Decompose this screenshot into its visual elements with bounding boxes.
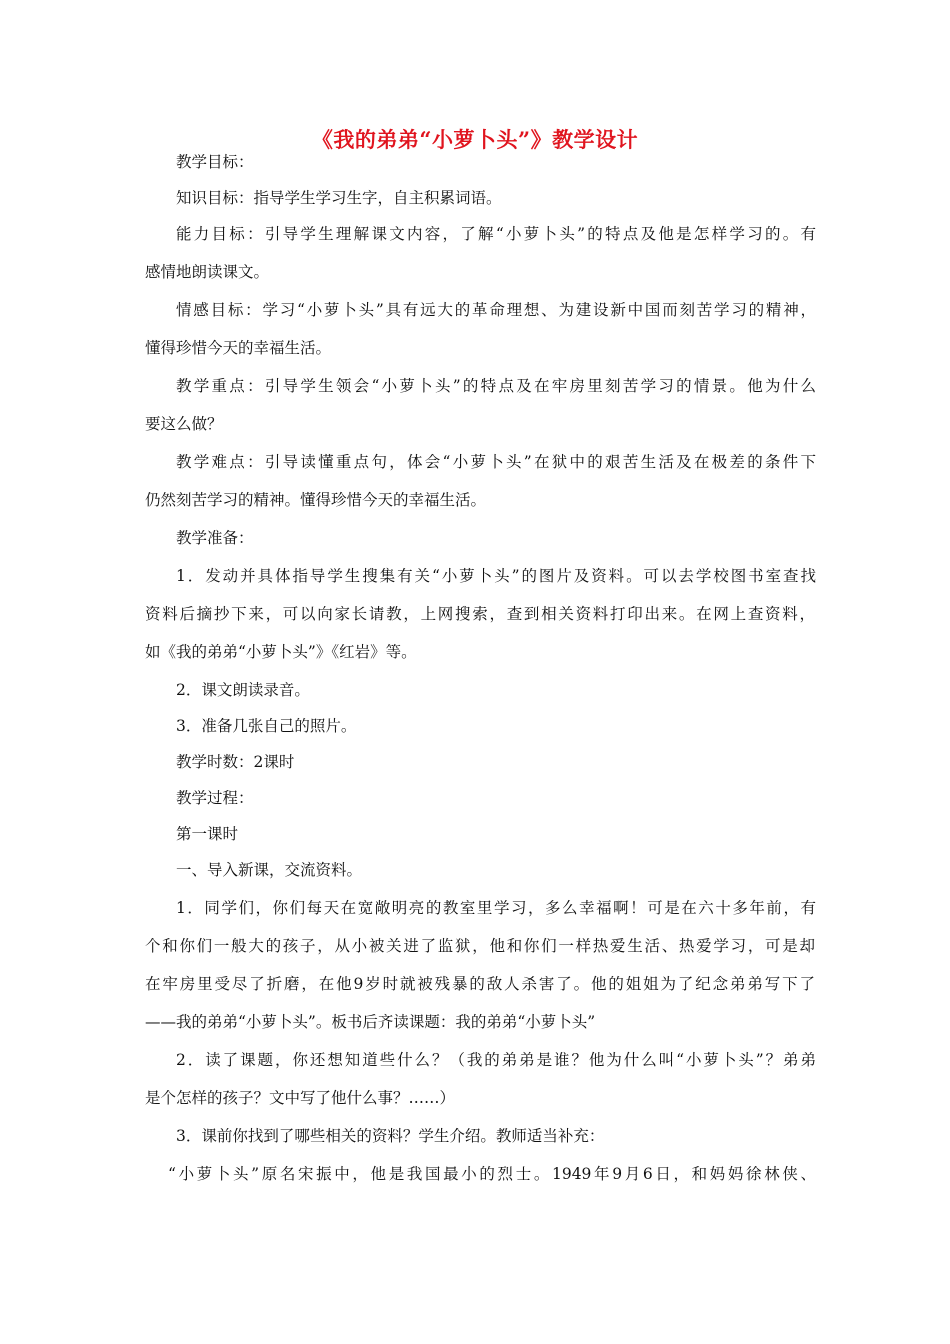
paragraph-line: 感情地朗读课文。 (145, 263, 270, 281)
paragraph-line: 教学时数：2课时 (176, 753, 295, 771)
paragraph-line: 教学难点：引导读懂重点句，体会“小萝卜头”在狱中的艰苦生活及在极差的条件下 (176, 453, 816, 471)
paragraph-line: 懂得珍惜今天的幸福生活。 (145, 339, 332, 357)
paragraph-line: “小萝卜头”原名宋振中，他是我国最小的烈士。1949年9月6日，和妈妈徐林侠、 (168, 1165, 816, 1183)
paragraph-line: 2．读了课题，你还想知道些什么？（我的弟弟是谁？他为什么叫“小萝卜头”？弟弟 (176, 1051, 816, 1069)
paragraph-line: 1．发动并具体指导学生搜集有关“小萝卜头”的图片及资料。可以去学校图书室查找 (176, 567, 816, 585)
paragraph-line: 教学重点：引导学生领会“小萝卜头”的特点及在牢房里刻苦学习的情景。他为什么 (176, 377, 816, 395)
paragraph-line: 教学目标： (176, 153, 254, 171)
paragraph-line: 仍然刻苦学习的精神。懂得珍惜今天的幸福生活。 (145, 491, 487, 509)
paragraph-line: 能力目标：引导学生理解课文内容，了解“小萝卜头”的特点及他是怎样学习的。有 (176, 225, 816, 243)
paragraph-line: 资料后摘抄下来，可以向家长请教，上网搜索，查到相关资料打印出来。在网上查资料， (145, 605, 815, 623)
paragraph-line: 1．同学们，你们每天在宽敞明亮的教室里学习，多么幸福啊！可是在六十多年前，有 (176, 899, 816, 917)
document-title: 《我的弟弟“小萝卜头”》教学设计 (311, 127, 639, 152)
paragraph-line: 第一课时 (176, 825, 239, 843)
paragraph-line: 情感目标：学习“小萝卜头”具有远大的革命理想、为建设新中国而刻苦学习的精神， (176, 301, 816, 319)
paragraph-line: 是个怎样的孩子？文中写了他什么事？……） (145, 1089, 456, 1107)
paragraph-line: 教学准备： (176, 529, 254, 547)
paragraph-line: 知识目标：指导学生学习生字，自主积累词语。 (176, 189, 502, 207)
paragraph-line: 3．准备几张自己的照片。 (176, 717, 357, 735)
paragraph-line: 如《我的弟弟“小萝卜头”》《红岩》等。 (145, 643, 417, 661)
paragraph-line: 个和你们一般大的孩子，从小被关进了监狱，他和你们一样热爱生活、热爱学习，可是却 (145, 937, 815, 955)
paragraph-line: 教学过程： (176, 789, 254, 807)
paragraph-line: 3．课前你找到了哪些相关的资料？学生介绍。教师适当补充： (176, 1127, 605, 1145)
paragraph-line: 要这么做？ (145, 415, 223, 433)
paragraph-line: 在牢房里受尽了折磨，在他9岁时就被残暴的敌人杀害了。他的姐姐为了纪念弟弟写下了 (145, 975, 815, 993)
paragraph-line: 2．课文朗读录音。 (176, 681, 310, 699)
paragraph-line: ——我的弟弟“小萝卜头”。板书后齐读课题：我的弟弟“小萝卜头” (145, 1013, 596, 1031)
paragraph-line: 一、导入新课，交流资料。 (176, 861, 363, 879)
